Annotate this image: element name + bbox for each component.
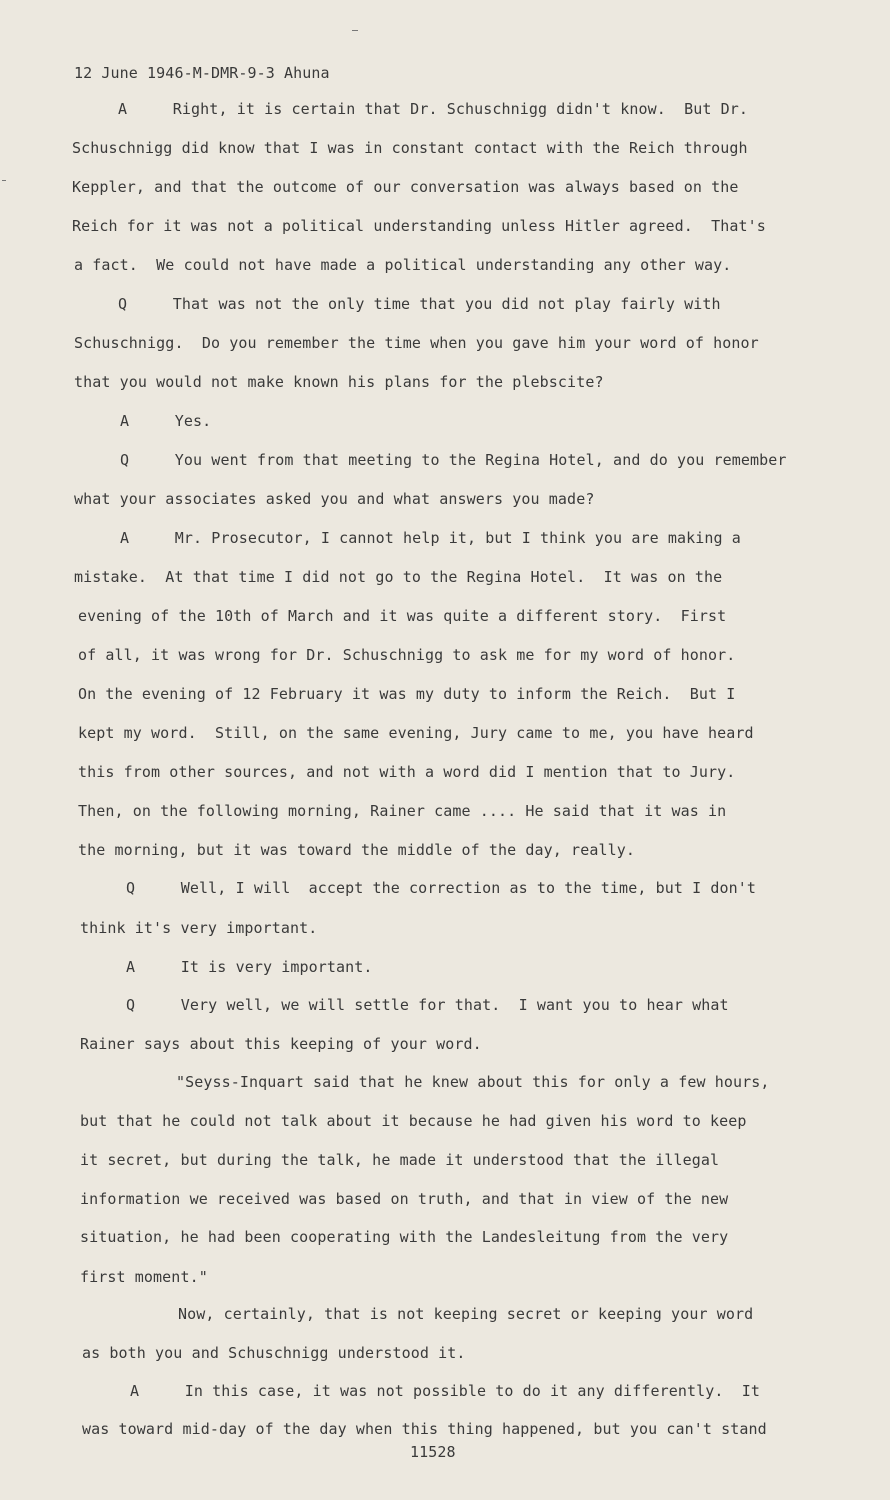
text-line: Schuschnigg did know that I was in constant contact with the Reich through: [72, 139, 748, 157]
text-line: Reich for it was not a political understanding unless Hitler agreed. That's: [72, 217, 766, 235]
text-line: "Seyss-Inquart said that he knew about this for only a few hours,: [176, 1073, 770, 1091]
text-line: what your associates asked you and what answers you made?: [74, 490, 595, 508]
text-line: it secret, but during the talk, he made it understood that the illegal: [80, 1151, 720, 1169]
text-line: A Right, it is certain that Dr. Schuschnigg didn't know. But Dr.: [118, 100, 749, 118]
text-line: On the evening of 12 February it was my duty to inform the Reich. But I: [78, 685, 736, 703]
text-line: A Yes.: [120, 412, 212, 430]
text-line: the morning, but it was toward the middle of the day, really.: [78, 841, 635, 859]
page-number: 11528: [410, 1443, 456, 1461]
text-line: this from other sources, and not with a word did I mention that to Jury.: [78, 763, 736, 781]
text-line: A Mr. Prosecutor, I cannot help it, but I think you are making a: [120, 529, 741, 547]
text-line: but that he could not talk about it because he had given his word to keep: [80, 1112, 747, 1130]
text-line: information we received was based on truth, and that in view of the new: [80, 1190, 729, 1208]
text-line: evening of the 10th of March and it was quite a different story. First: [78, 607, 727, 625]
text-line: was toward mid-day of the day when this thing happened, but you can't stand: [82, 1420, 767, 1438]
text-line: Schuschnigg. Do you remember the time when you gave him your word of honor: [74, 334, 759, 352]
text-line: Q That was not the only time that you did not play fairly with: [118, 295, 721, 313]
text-line: first moment.": [80, 1268, 208, 1286]
text-line: Q Very well, we will settle for that. I want you to hear what: [126, 996, 729, 1014]
text-line: Keppler, and that the outcome of our conversation was always based on the: [72, 178, 739, 196]
text-line: think it's very important.: [80, 919, 318, 937]
margin-mark: [352, 30, 358, 31]
text-line: Q Well, I will accept the correction as to the time, but I don't: [126, 879, 757, 897]
text-line: Now, certainly, that is not keeping secret or keeping your word: [178, 1305, 754, 1323]
text-line: A In this case, it was not possible to do it any differently. It: [130, 1382, 761, 1400]
text-line: a fact. We could not have made a political understanding any other way.: [74, 256, 732, 274]
text-line: that you would not make known his plans for the plebscite?: [74, 373, 604, 391]
page-header: 12 June 1946-M-DMR-9-3 Ahuna: [74, 64, 330, 82]
text-line: kept my word. Still, on the same evening, Jury came to me, you have heard: [78, 724, 754, 742]
text-line: A It is very important.: [126, 958, 373, 976]
text-line: as both you and Schuschnigg understood it.: [82, 1344, 466, 1362]
text-line: situation, he had been cooperating with the Landesleitung from the very: [80, 1228, 729, 1246]
text-line: of all, it was wrong for Dr. Schuschnigg to ask me for my word of honor.: [78, 646, 736, 664]
margin-mark: [2, 180, 6, 181]
text-line: Then, on the following morning, Rainer came .... He said that it was in: [78, 802, 727, 820]
text-line: Q You went from that meeting to the Regina Hotel, and do you remember: [120, 451, 787, 469]
text-line: Rainer says about this keeping of your word.: [80, 1035, 482, 1053]
text-line: mistake. At that time I did not go to the Regina Hotel. It was on the: [74, 568, 723, 586]
